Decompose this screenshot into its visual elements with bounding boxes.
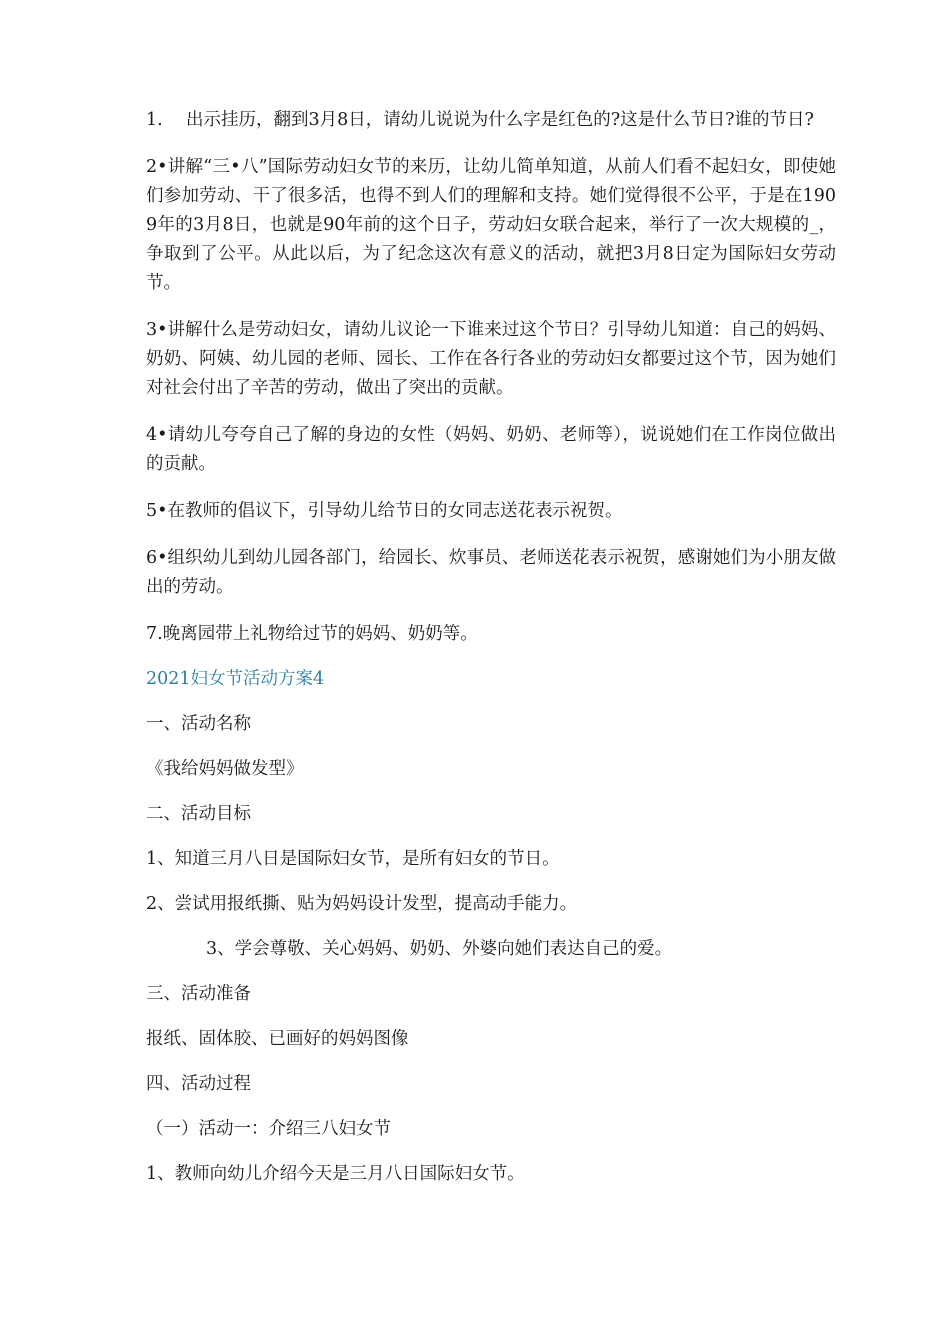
activity-prep: 报纸、固体胶、已画好的妈妈图像 [146, 1029, 409, 1049]
paragraph-4: 4•请幼儿夸夸自己了解的身边的女性（妈妈、奶奶、老师等），说说她们在工作岗位做出的贡献。 [146, 425, 836, 474]
step-1-item-1: 1、教师向幼儿介绍今天是三月八日国际妇女节。 [146, 1164, 525, 1184]
section-title: 2021妇女节活动方案4 [146, 669, 325, 689]
document-body [146, 106, 836, 1189]
goal-1: 1、知道三月八日是国际妇女节，是所有妇女的节日。 [146, 849, 560, 869]
paragraph-1-text: 出示挂历，翻到3月8日，请幼儿说说为什么字是红色的?这是什么节日?谁的节日? [186, 110, 814, 130]
paragraph-3: 3•讲解什么是劳动妇女，请幼儿议论一下谁来过这个节日？引导幼儿知道：自己的妈妈、奶奶、阿姨、幼儿园的老师、园长、工作在各行各业的劳动妇女都要过这个节，因为她们对社会付出了辛苦的劳动，做出了突出的贡献。 [146, 320, 836, 398]
paragraph-2: 2•讲解“三•八”国际劳动妇女节的来历，让幼儿简单知道，从前人们看不起妇女，即使她们参加劳动、干了很多活，也得不到人们的理解和支持。她们觉得很不公平，于是在1909年的3月8日，也就是90年前的这个日子，劳动妇女联合起来，举行了一次大规模的_，争取到了公平。从此以后，为了纪念这次有意义的活动，就把3月8日定为国际妇女劳动节。 [146, 157, 836, 293]
step-1-heading: （一）活动一：介绍三八妇女节 [146, 1119, 391, 1139]
heading-activity-name: 一、活动名称 [146, 714, 251, 734]
goal-3: 3、学会尊敬、关心妈妈、奶奶、外婆向她们表达自己的爱。 [206, 939, 673, 959]
goal-2: 2、尝试用报纸撕、贴为妈妈设计发型，提高动手能力。 [146, 894, 578, 914]
paragraph-1 [146, 106, 836, 135]
heading-activity-goals: 二、活动目标 [146, 804, 251, 824]
paragraph-1-number: 1. [146, 110, 163, 130]
heading-activity-prep: 三、活动准备 [146, 984, 251, 1004]
paragraph-6: 6•组织幼儿到幼儿园各部门，给园长、炊事员、老师送花表示祝贺，感谢她们为小朋友做出的劳动。 [146, 548, 836, 597]
paragraph-7: 7.晚离园带上礼物给过节的妈妈、奶奶等。 [146, 624, 478, 644]
paragraph-5: 5•在教师的倡议下，引导幼儿给节日的女同志送花表示祝贺。 [146, 501, 623, 521]
heading-activity-process: 四、活动过程 [146, 1074, 251, 1094]
activity-name: 《我给妈妈做发型》 [146, 759, 304, 779]
